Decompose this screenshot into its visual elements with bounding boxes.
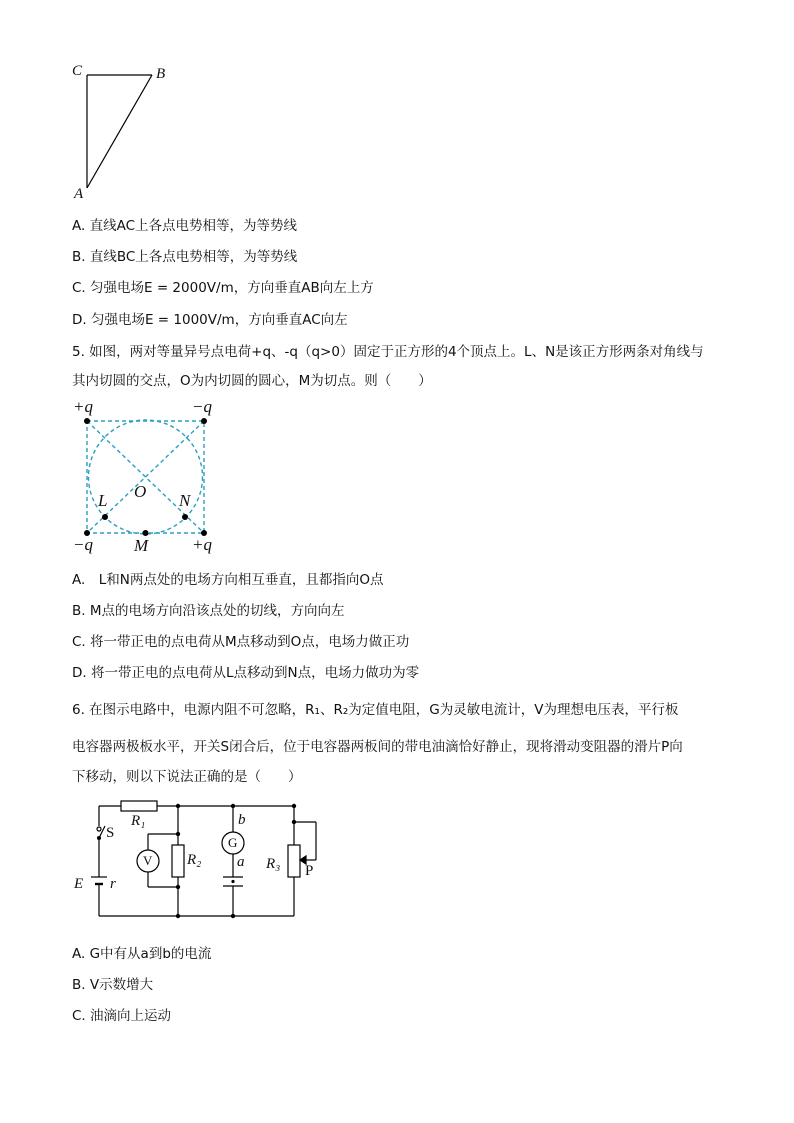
- q6-option-b[interactable]: B. V示数增大: [72, 977, 154, 993]
- point-label-n: N: [179, 491, 191, 510]
- q6-stem-line2: 电容器两极板水平，开关S闭合后，位于电容器两板间的带电油滴恰好静止，现将滑动变阻器的滑片P向: [72, 739, 683, 755]
- point-label-m: M: [134, 536, 149, 555]
- switch-label: S: [106, 825, 115, 841]
- q5-option-b[interactable]: B. M点的电场方向沿该点处的切线，方向向左: [72, 603, 345, 619]
- r1-label: R₁: [131, 813, 146, 829]
- terminal-a-label: a: [237, 854, 245, 870]
- galvanometer-label: G: [228, 835, 238, 850]
- q5-stem-line1: 5. 如图，两对等量异号点电荷+q、-q（q>0）固定于正方形的4个顶点上。L、N是该正方形两条对角线与: [72, 344, 704, 360]
- q4-option-d[interactable]: D. 匀强电场E = 1000V/m，方向垂直AC向左: [72, 312, 348, 328]
- vertex-label-a: A: [74, 186, 84, 202]
- internal-r-label: r: [110, 876, 116, 892]
- q5-option-a[interactable]: A. L和N两点处的电场方向相互垂直，且都指向O点: [72, 572, 384, 588]
- emf-label: E: [74, 876, 84, 892]
- r3-label: R₃: [266, 856, 281, 872]
- charge-top-right: −q: [192, 397, 212, 416]
- r2-label: R₂: [187, 852, 202, 868]
- charge-bottom-right: +q: [192, 535, 212, 554]
- q6-stem-line3: 下移动，则以下说法正确的是（ ）: [72, 769, 302, 785]
- terminal-b-label: b: [238, 812, 246, 828]
- q5-stem-line2: 其内切圆的交点，O为内切圆的圆心，M为切点。则（ ）: [72, 373, 432, 389]
- q6-stem-line1: 6. 在图示电路中，电源内阻不可忽略，R₁、R₂为定值电阻，G为灵敏电流计，V为理想电压表，平行板: [72, 702, 679, 718]
- q6-option-a[interactable]: A. G中有从a到b的电流: [72, 946, 212, 962]
- q5-option-c[interactable]: C. 将一带正电的点电荷从M点移动到O点，电场力做正功: [72, 634, 410, 650]
- point-label-l: L: [98, 491, 108, 510]
- voltmeter-label: V: [143, 853, 153, 868]
- charge-top-left: +q: [73, 397, 93, 416]
- q6-option-c[interactable]: C. 油滴向上运动: [72, 1008, 172, 1024]
- q4-option-b[interactable]: B. 直线BC上各点电势相等，为等势线: [72, 249, 298, 265]
- q4-option-a[interactable]: A. 直线AC上各点电势相等，为等势线: [72, 218, 298, 234]
- vertex-label-c: C: [72, 63, 83, 79]
- charge-bottom-left: −q: [73, 535, 93, 554]
- slider-p-label: P: [305, 863, 314, 879]
- q5-option-d[interactable]: D. 将一带正电的点电荷从L点移动到N点，电场力做功为零: [72, 665, 420, 681]
- point-label-o: O: [134, 482, 147, 501]
- q4-option-c[interactable]: C. 匀强电场E = 2000V/m，方向垂直AB向左上方: [72, 280, 374, 296]
- vertex-label-b: B: [156, 66, 166, 82]
